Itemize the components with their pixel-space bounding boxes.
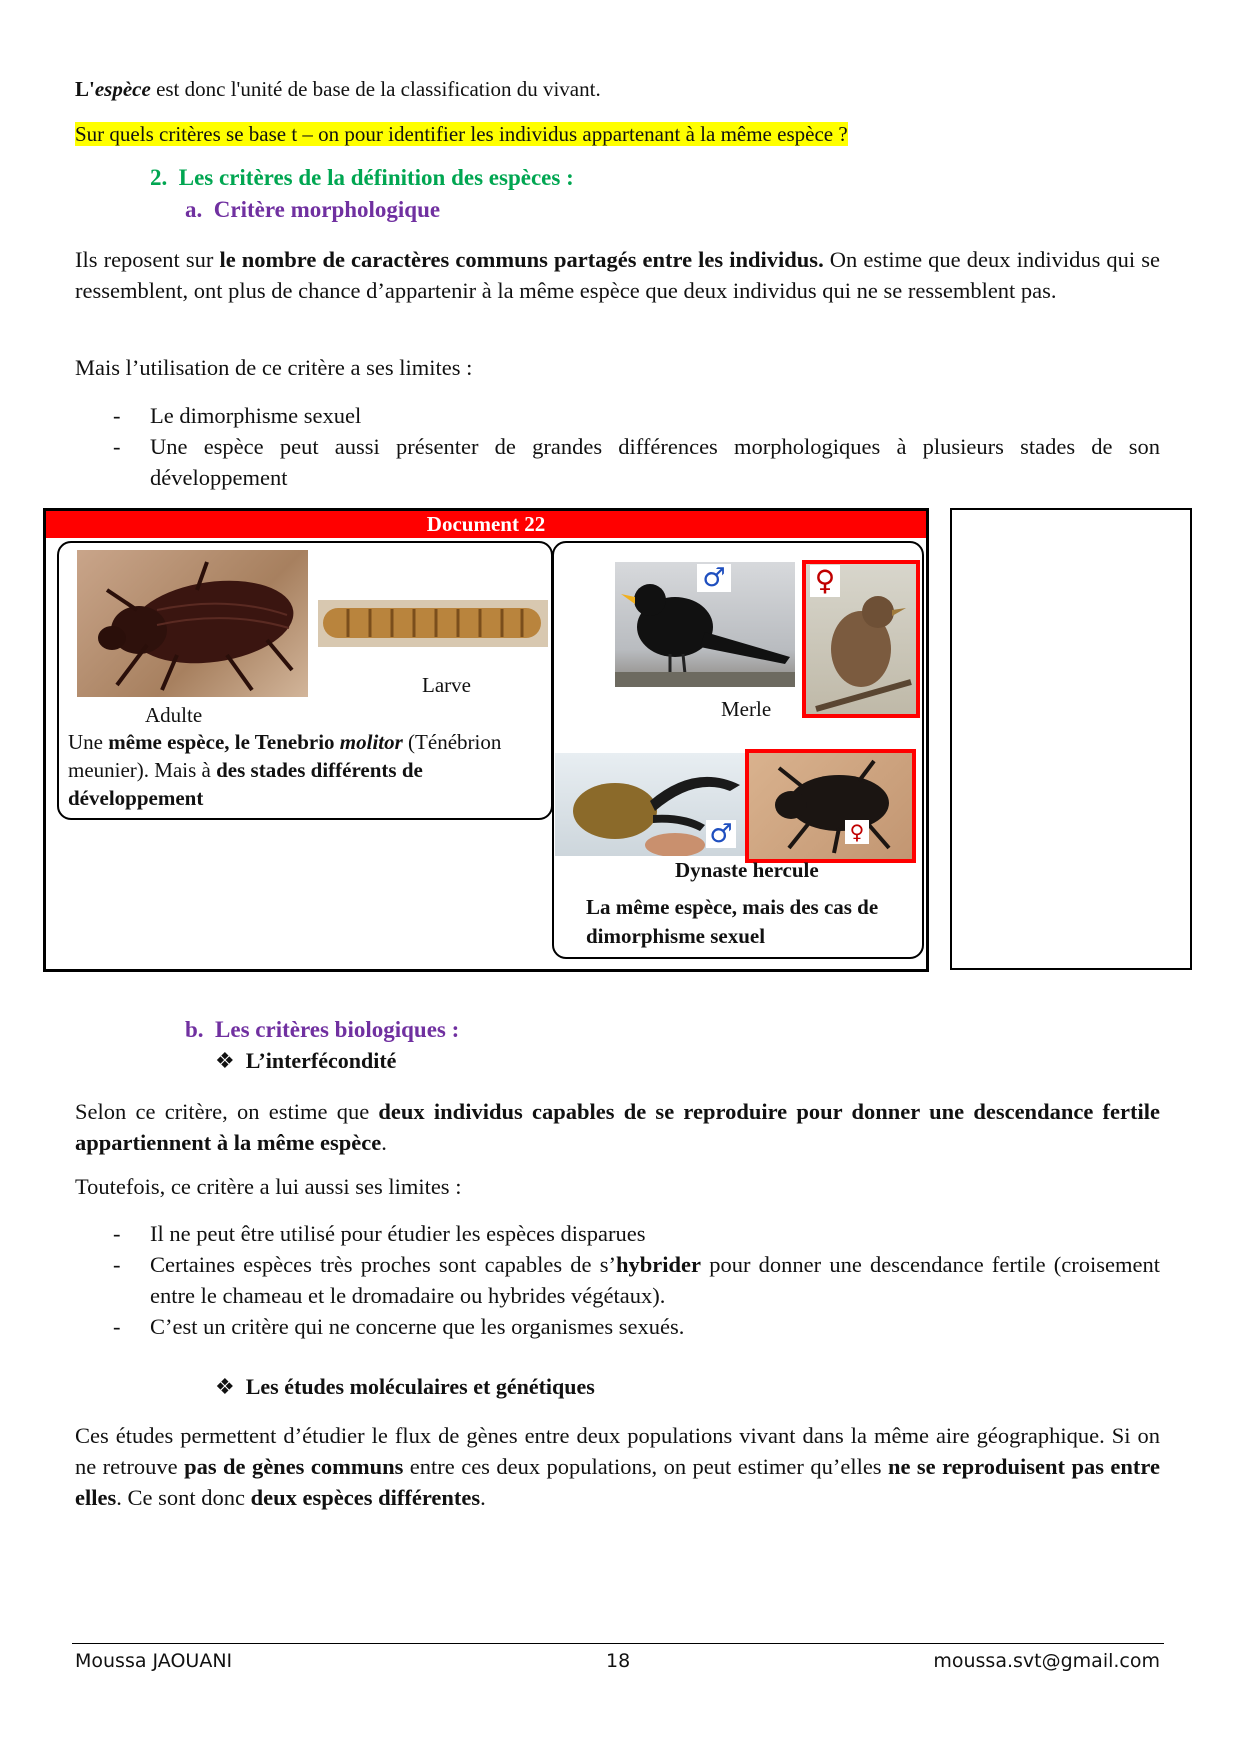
interfecondite-paragraph: Selon ce critère, on estime que deux individus capables de se reproduire pour donner une descendance fertile appartiennent à la même espèce.: [75, 1099, 1160, 1155]
label-dynaste-hercule: Dynaste hercule: [675, 858, 819, 882]
document-title: Document 22: [46, 511, 926, 538]
footer-author: Moussa JAOUANI: [75, 1650, 233, 1672]
intro-line: L'espèce est donc l'unité de base de la classification du vivant.: [75, 77, 601, 101]
male-symbol-icon: ♂: [697, 564, 731, 592]
question-highlight: Sur quels critères se base t – on pour identifier les individus appartenant à la même espèce ?: [75, 122, 848, 146]
list-item: - Certaines espèces très proches sont capables de s’hybrider pour donner une descendance fertile (croisement entre le chameau et le dromadaire ou hybrides végétaux).: [113, 1252, 1160, 1308]
female-symbol-icon: ♀: [845, 820, 869, 844]
limits-intro-b: Toutefois, ce critère a lui aussi ses limites :: [75, 1174, 462, 1199]
footer-rule: [72, 1643, 1164, 1644]
dynaste-female-photo: [745, 749, 916, 863]
diamond-bullet-icon: ❖: [215, 1049, 235, 1074]
footer-page-number: 18: [606, 1650, 631, 1672]
section-2-heading: 2. Les critères de la définition des espèces :: [150, 165, 574, 190]
dimorphism-description: La même espèce, mais des cas de dimorphisme sexuel: [586, 895, 879, 948]
list-item: - Une espèce peut aussi présenter de grandes différences morphologiques à plusieurs stades de son développement: [113, 434, 1160, 490]
footer-email: moussa.svt@gmail.com: [933, 1650, 1160, 1672]
label-merle: Merle: [721, 697, 772, 721]
section-b-heading: b. Les critères biologiques :: [185, 1017, 460, 1042]
limits-list-b: [75, 1218, 1160, 1342]
limits-list: [75, 400, 1160, 493]
label-adulte: Adulte: [145, 703, 203, 727]
list-item: - Le dimorphisme sexuel: [113, 403, 362, 428]
list-item: - Il ne peut être utilisé pour étudier les espèces disparues: [113, 1221, 646, 1246]
empty-side-box: [950, 508, 1192, 970]
label-larve: Larve: [422, 673, 471, 697]
male-symbol-icon: ♂: [706, 820, 736, 848]
female-symbol-icon: ♀: [810, 565, 840, 597]
morphology-paragraph: Ils reposent sur le nombre de caractères communs partagés entre les individus. On estime que deux individus qui se ressemblent, ont plus de chance d’appartenir à la même espèce que deux individus qui ne se ressemblent pas.: [75, 247, 1160, 303]
list-item: - C’est un critère qui ne concerne que les organismes sexués.: [113, 1314, 685, 1339]
tenebrio-larva-photo: [318, 600, 548, 647]
molecular-heading: ❖ Les études moléculaires et génétiques: [215, 1374, 595, 1400]
section-a-heading: a. Critère morphologique: [185, 197, 441, 222]
diamond-bullet-icon: ❖: [215, 1375, 235, 1400]
tenebrio-adult-photo: [77, 550, 308, 697]
tenebrio-description: Une même espèce, le Tenebrio molitor (Ténébrion meunier). Mais à des stades différents de développement: [68, 730, 502, 810]
interfecondite-heading: ❖ L’interfécondité: [215, 1048, 397, 1074]
molecular-paragraph: Ces études permettent d’étudier le flux de gènes entre deux populations vivant dans la même aire géographique. Si on ne retrouve pas de gènes communs entre ces deux populations, on peut estimer qu’elles ne se reproduisent pas entre elles. Ce sont donc deux espèces différentes.: [75, 1423, 1160, 1510]
limits-intro: Mais l’utilisation de ce critère a ses limites :: [75, 355, 473, 380]
